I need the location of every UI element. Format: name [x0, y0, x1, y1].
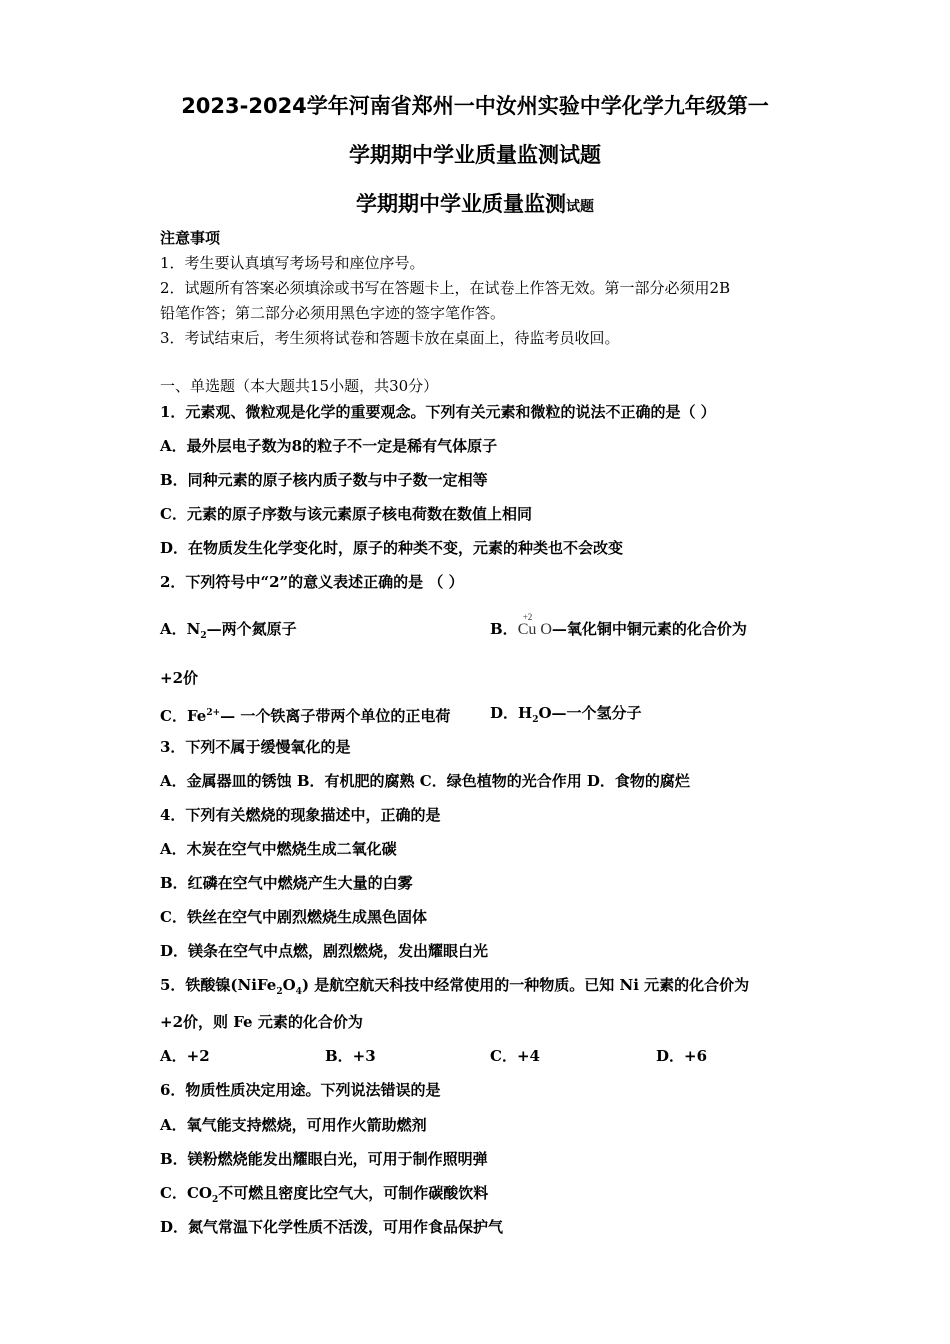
q5-stem-cont: +2价，则 Fe 元素的化合价为	[160, 1013, 363, 1031]
q6-stem: 6．物质性质决定用途。下列说法错误的是	[160, 1081, 441, 1099]
q5-stem	[160, 975, 749, 1002]
q5-stem-sub2: 4	[295, 987, 302, 997]
q2-d-sub: 2	[532, 715, 539, 725]
q6-c-pre: C．CO	[160, 1184, 212, 1202]
q5-option-c: C．+4	[490, 1047, 540, 1065]
q2-b-formula-text: Cu O	[517, 621, 552, 638]
q5-option-d: D．+6	[656, 1047, 708, 1065]
title-line-2: 学期期中学业质量监测试题	[349, 143, 601, 167]
q1-stem: 1．元素观、微粒观是化学的重要观念。下列有关元素和微粒的说法不正确的是（ ）	[160, 403, 716, 421]
q3-stem: 3．下列不属于缓慢氧化的是	[160, 738, 351, 756]
q5-stem-pre: 5．铁酸镍(NiFe	[160, 976, 277, 994]
q2-stem: 2．下列符号中“2”的意义表述正确的是 （ ）	[160, 573, 464, 591]
q6-option-c	[160, 1183, 488, 1210]
q1-option-b: B．同种元素的原子核内质子数与中子数一定相等	[160, 471, 488, 489]
q2-c-post: — 一个铁离子带两个单位的正电荷	[220, 707, 451, 725]
q6-c-post: 不可燃且密度比空气大，可制作碳酸饮料	[218, 1184, 489, 1202]
notice-item: 2．试题所有答案必须填涂或书写在答题卡上，在试卷上作答无效。第一部分必须用2B	[160, 279, 731, 297]
q1-option-d: D．在物质发生化学变化时，原子的种类不变，元素的种类也不会改变	[160, 539, 624, 557]
q2-option-b-cont: +2价	[160, 669, 199, 687]
q4-stem: 4．下列有关燃烧的现象描述中，正确的是	[160, 806, 441, 824]
q4-option-b: B．红磷在空气中燃烧产生大量的白雾	[160, 874, 413, 892]
q2-c-sup: 2+	[206, 708, 221, 718]
q2-c-pre: C．Fe	[160, 707, 207, 725]
q2-b-pre: B．	[490, 620, 518, 638]
q2-a-pre: A．N	[160, 620, 201, 638]
q6-option-b: B．镁粉燃烧能发出耀眼白光，可用于制作照明弹	[160, 1150, 488, 1168]
q5-stem-mid: O	[282, 976, 296, 994]
notice-item: 铅笔作答；第二部分必须用黑色字迹的签字笔作答。	[160, 304, 506, 322]
q2-d-pre: D．H	[490, 704, 533, 722]
q1-option-a: A．最外层电子数为8的粒子不一定是稀有气体原子	[160, 437, 498, 455]
q2-a-post: —两个氮原子	[206, 620, 297, 638]
q2-d-post: O—一个氢分子	[538, 704, 642, 722]
notice-heading: 注意事项	[160, 229, 221, 247]
q5-stem-sub1: 2	[276, 987, 283, 997]
q5-option-b: B．+3	[325, 1047, 376, 1065]
title-line-1: 2023-2024学年河南省郑州一中汝州实验中学化学九年级第一	[181, 94, 769, 118]
q2-option-d	[490, 703, 642, 730]
q1-option-c: C．元素的原子序数与该元素原子核电荷数在数值上相同	[160, 505, 532, 523]
q2-b-formula	[517, 612, 552, 640]
title-line-3-main: 学期期中学业质量监测	[356, 192, 566, 216]
title-line-3	[0, 188, 950, 218]
q2-a-sub: 2	[200, 631, 207, 641]
q4-option-c: C．铁丝在空气中剧烈燃烧生成黑色固体	[160, 908, 427, 926]
q2-b-valence: +2	[522, 612, 533, 622]
q3-options: A．金属器皿的锈蚀 B．有机肥的腐熟 C．绿色植物的光合作用 D．食物的腐烂	[160, 772, 690, 790]
notice-item: 1．考生要认真填写考场号和座位序号。	[160, 254, 425, 272]
title-line-3-small: 试题	[566, 199, 594, 215]
q6-option-a: A．氧气能支持燃烧，可用作火箭助燃剂	[160, 1116, 427, 1134]
q2-option-b	[490, 612, 747, 640]
q2-option-c	[160, 703, 450, 726]
q4-option-a: A．木炭在空气中燃烧生成二氧化碳	[160, 840, 397, 858]
q2-option-a	[160, 619, 297, 646]
q5-option-a: A．+2	[160, 1047, 210, 1065]
q5-stem-post: ) 是航空航天科技中经常使用的一种物质。已知 Ni 元素的化合价为	[301, 976, 750, 994]
q4-option-d: D．镁条在空气中点燃，剧烈燃烧，发出耀眼白光	[160, 942, 489, 960]
q2-b-post: —氧化铜中铜元素的化合价为	[551, 620, 747, 638]
section-heading: 一、单选题（本大题共15小题，共30分）	[160, 377, 439, 395]
q6-option-d: D．氮气常温下化学性质不活泼，可用作食品保护气	[160, 1218, 504, 1236]
q6-c-sub: 2	[211, 1195, 219, 1205]
notice-item: 3．考试结束后，考生须将试卷和答题卡放在桌面上，待监考员收回。	[160, 329, 620, 347]
